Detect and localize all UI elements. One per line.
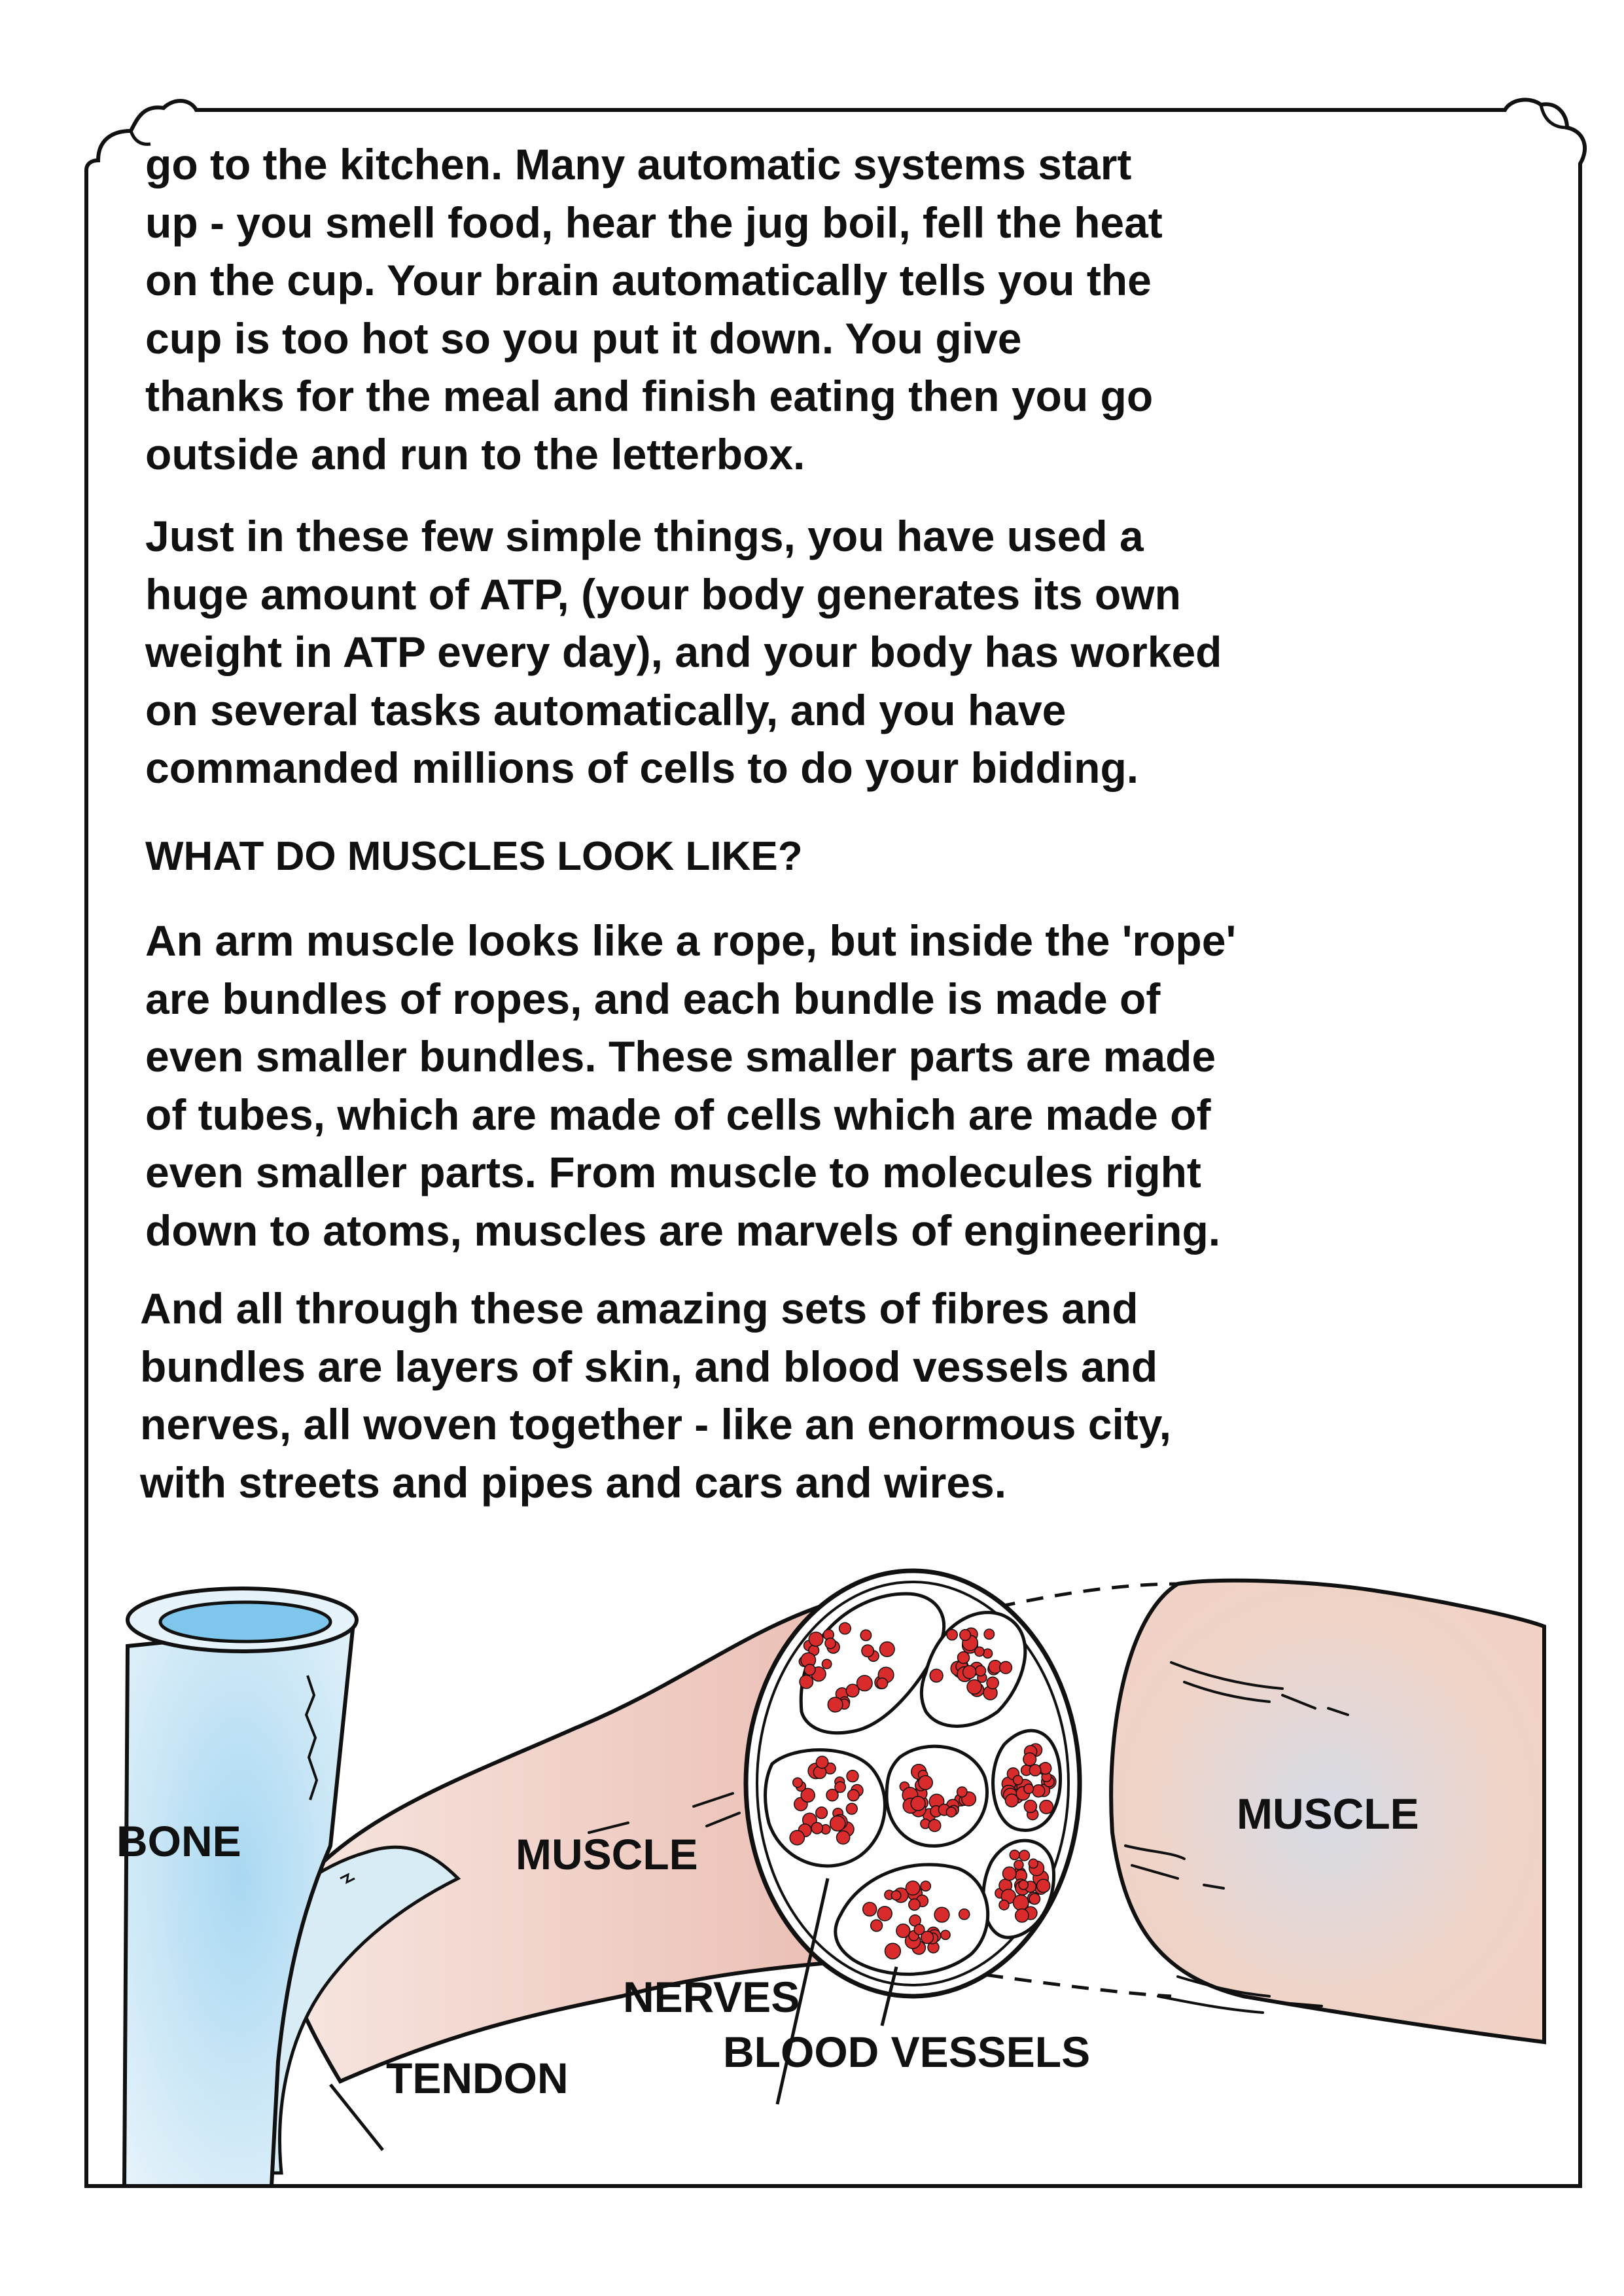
cell-dot	[976, 1666, 986, 1676]
label-blood-vessels: BLOOD VESSELS	[723, 2028, 1091, 2076]
cell-dot	[816, 1756, 828, 1768]
cell-dot	[804, 1664, 815, 1676]
text-line: huge amount of ATP, (your body generates its own	[145, 569, 1181, 619]
label-bone: BONE	[116, 1817, 241, 1865]
text-line: nerves, all woven together - like an enormous city,	[140, 1400, 1171, 1448]
text-line: Just in these few simple things, you have used a	[145, 512, 1144, 560]
cell-dot	[1014, 1895, 1029, 1910]
cell-dot	[1033, 1785, 1045, 1797]
text-line: bundles are layers of skin, and blood vessels and	[140, 1342, 1158, 1391]
text-line: on the cup. Your brain automatically tells you the	[145, 256, 1152, 304]
cell-dot	[1037, 1879, 1050, 1892]
cell-dot	[909, 1899, 920, 1910]
text-line: And all through these amazing sets of fibres and	[140, 1284, 1139, 1333]
cell-dot	[828, 1697, 843, 1712]
cell-dot	[1006, 1794, 1019, 1807]
cell-dot	[846, 1803, 857, 1814]
label-nerves: NERVES	[623, 1973, 800, 2021]
cell-dot	[1023, 1753, 1036, 1766]
cell-dot	[793, 1778, 803, 1787]
text-line: down to atoms, muscles are marvels of engineering.	[145, 1206, 1221, 1255]
cell-dot	[1003, 1867, 1016, 1880]
cell-dot	[911, 1797, 925, 1811]
cell-dot	[987, 1677, 998, 1689]
label-muscle-left: MUSCLE	[516, 1830, 698, 1878]
cell-dot	[1019, 1850, 1030, 1861]
label-muscle-right: MUSCLE	[1237, 1789, 1419, 1838]
cell-dot	[848, 1789, 859, 1801]
cell-dot	[871, 1920, 883, 1931]
text-line: are bundles of ropes, and each bundle is made of	[145, 974, 1161, 1023]
text-line: cup is too hot so you put it down. You give	[145, 314, 1022, 363]
text-line: go to the kitchen. Many automatic systems start	[145, 140, 1132, 188]
text-line: of tubes, which are made of cells which are made of	[145, 1090, 1211, 1139]
cell-dot	[957, 1787, 967, 1797]
text-line: commanded millions of cells to do your bidding.	[145, 744, 1139, 792]
text-line: on several tasks automatically, and you have	[145, 685, 1067, 734]
cell-dot	[877, 1907, 892, 1921]
text-line: weight in ATP every day), and your body has worked	[145, 628, 1222, 676]
cell-dot	[1040, 1801, 1053, 1814]
cell-dot	[1029, 1893, 1040, 1904]
cell-dot	[811, 1823, 822, 1834]
cell-dot	[847, 1770, 858, 1782]
cell-dot	[860, 1630, 871, 1640]
section-heading: WHAT DO MUSCLES LOOK LIKE?	[145, 834, 803, 879]
cell-dot	[896, 1924, 910, 1938]
cell-dot	[891, 1891, 900, 1900]
text-line: even smaller bundles. These smaller parts are made	[145, 1032, 1216, 1081]
text-line: outside and run to the letterbox.	[145, 429, 805, 478]
cell-dot	[877, 1678, 887, 1689]
cell-dot	[822, 1659, 831, 1668]
cell-dot	[999, 1900, 1009, 1910]
cell-dot	[1024, 1800, 1036, 1812]
cell-dot	[880, 1642, 895, 1657]
cell-dot	[1024, 1784, 1034, 1794]
cell-dot	[928, 1820, 940, 1831]
cell-dot	[1000, 1662, 1012, 1674]
bone-hollow	[160, 1602, 330, 1641]
cell-dot	[1040, 1763, 1051, 1774]
text-line: up - you smell food, hear the jug boil, fell the heat	[145, 198, 1163, 247]
cell-dot	[946, 1807, 956, 1817]
cell-dot	[947, 1630, 957, 1640]
cell-dot	[919, 1776, 932, 1789]
cell-dot	[906, 1881, 919, 1895]
cell-dot	[863, 1903, 877, 1916]
cell-dot	[790, 1831, 804, 1845]
cell-dot	[885, 1943, 901, 1959]
label-tendon: TENDON	[386, 2054, 569, 2102]
cell-dot	[959, 1909, 970, 1920]
text-line: An arm muscle looks like a rope, but inside the 'rope'	[145, 916, 1237, 965]
cell-dot	[960, 1630, 971, 1641]
cell-dot	[1014, 1776, 1023, 1785]
cell-dot	[862, 1645, 874, 1657]
text-line: with streets and pipes and cars and wires.	[140, 1458, 1007, 1507]
text-line: even smaller parts. From muscle to molecules right	[145, 1148, 1201, 1196]
cell-dot	[816, 1807, 828, 1819]
cell-dot	[934, 1907, 949, 1922]
cell-dot	[825, 1638, 836, 1649]
cell-dot	[984, 1629, 994, 1639]
cell-dot	[1019, 1880, 1028, 1890]
cell-dot	[839, 1623, 851, 1634]
cell-dot	[930, 1669, 943, 1682]
cell-dot	[800, 1675, 813, 1688]
cell-dot	[837, 1831, 850, 1844]
cell-dot	[963, 1666, 976, 1679]
cell-dot	[1029, 1765, 1040, 1776]
cell-dot	[830, 1816, 845, 1831]
cell-dot	[809, 1632, 823, 1647]
cell-dot	[1015, 1909, 1029, 1922]
text-line: thanks for the meal and finish eating then you go	[145, 372, 1154, 420]
cell-dot	[1010, 1850, 1019, 1860]
cell-dot	[1014, 1860, 1023, 1869]
cell-dot	[941, 1930, 950, 1939]
cell-dot	[835, 1782, 845, 1792]
cell-dot	[846, 1684, 859, 1697]
cell-dot	[914, 1924, 925, 1935]
cell-dot	[958, 1652, 970, 1664]
cell-dot	[921, 1881, 930, 1891]
cross-section	[746, 1571, 1080, 1996]
cell-dot	[1029, 1859, 1038, 1868]
